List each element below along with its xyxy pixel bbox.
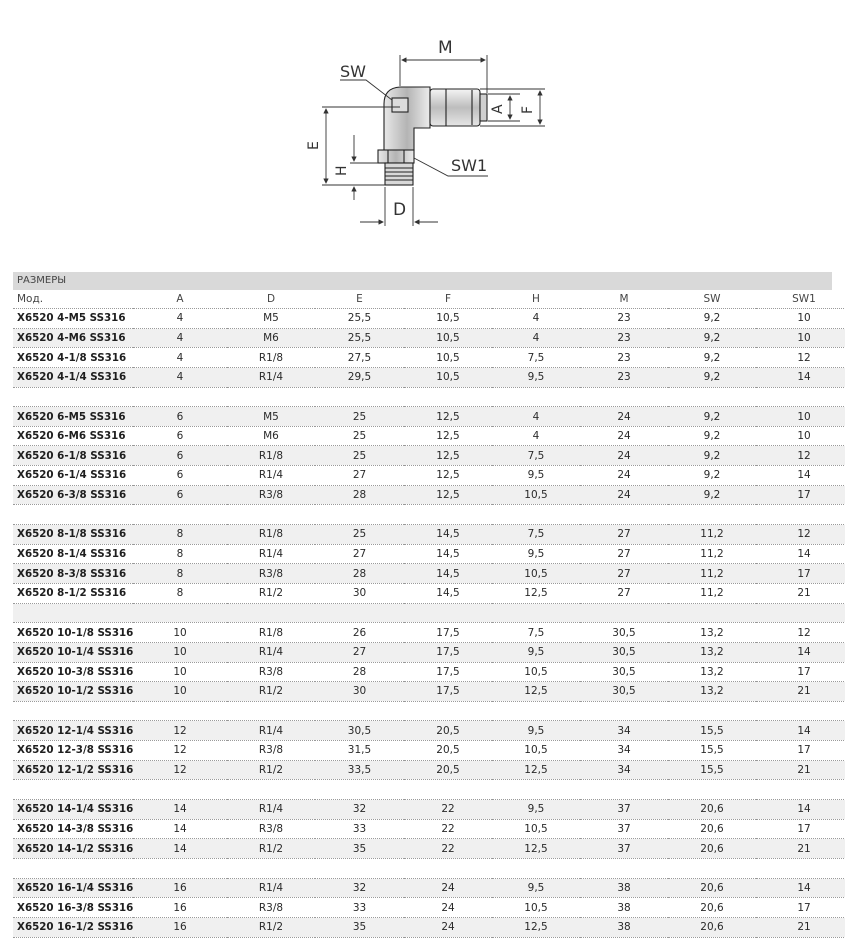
value-cell: R1/4 [227,800,315,820]
value-cell: R1/2 [227,917,315,937]
value-cell: 17 [756,564,845,584]
group-spacer-row [13,701,845,721]
value-cell: 14,5 [404,525,492,545]
value-cell: M6 [227,328,315,348]
spacer-cell [13,780,845,800]
value-cell: 30,5 [580,662,668,682]
value-cell: 14 [756,544,845,564]
value-cell: 17 [756,741,845,761]
value-cell: 21 [756,839,845,859]
table-row [13,760,845,780]
value-cell: 30 [315,583,404,603]
value-cell: 12,5 [404,426,492,446]
value-cell: 24 [580,485,668,505]
value-cell: R3/8 [227,819,315,839]
table-row [13,328,845,348]
value-cell: 21 [756,583,845,603]
value-cell: 24 [580,407,668,427]
value-cell: 10 [133,623,227,643]
model-cell: X6520 6-3/8 SS316 [13,485,133,505]
value-cell: 20,6 [668,839,756,859]
model-cell: X6520 14-1/4 SS316 [13,800,133,820]
value-cell: 20,5 [404,741,492,761]
table-row [13,407,845,427]
value-cell: R1/8 [227,623,315,643]
value-cell: 14,5 [404,583,492,603]
value-cell: 9,5 [492,544,580,564]
value-cell: 12 [756,348,845,368]
value-cell: 12 [756,446,845,466]
value-cell: 27 [580,583,668,603]
value-cell: 31,5 [315,741,404,761]
value-cell: 23 [580,348,668,368]
table-row [13,819,845,839]
model-cell: X6520 14-3/8 SS316 [13,819,133,839]
value-cell: 12,5 [404,407,492,427]
dim-label-sw: SW [340,62,366,81]
table-row [13,583,845,603]
table-row [13,309,845,329]
value-cell: 22 [404,839,492,859]
value-cell: 4 [492,309,580,329]
value-cell: 9,5 [492,878,580,898]
value-cell: 10 [756,426,845,446]
value-cell: 17 [756,898,845,918]
value-cell: 20,6 [668,819,756,839]
value-cell: 32 [315,800,404,820]
value-cell: 17 [756,662,845,682]
value-cell: R1/2 [227,760,315,780]
value-cell: 38 [580,917,668,937]
model-cell: X6520 8-3/8 SS316 [13,564,133,584]
value-cell: R1/4 [227,466,315,486]
model-cell: X6520 16-1/2 SS316 [13,917,133,937]
value-cell: 24 [580,426,668,446]
model-cell: X6520 6-1/4 SS316 [13,466,133,486]
value-cell: 16 [133,878,227,898]
value-cell: 4 [133,328,227,348]
value-cell: 23 [580,309,668,329]
value-cell: 12 [133,741,227,761]
dim-label-f: F [520,105,536,114]
spacer-cell [13,505,845,525]
value-cell: 20,6 [668,800,756,820]
value-cell: 10 [133,642,227,662]
group-spacer-row [13,858,845,878]
model-cell: X6520 16-3/8 SS316 [13,898,133,918]
model-cell: X6520 10-1/2 SS316 [13,682,133,702]
table-row [13,525,845,545]
value-cell: 17,5 [404,642,492,662]
model-cell: X6520 4-M5 SS316 [13,309,133,329]
spacer-cell [13,387,845,407]
value-cell: 14,5 [404,544,492,564]
table-row [13,682,845,702]
value-cell: 30,5 [580,682,668,702]
value-cell: 12 [133,721,227,741]
value-cell: R3/8 [227,662,315,682]
table-row [13,741,845,761]
value-cell: 9,2 [668,328,756,348]
value-cell: 6 [133,485,227,505]
value-cell: 24 [404,878,492,898]
value-cell: 15,5 [668,760,756,780]
value-cell: 6 [133,466,227,486]
table-row [13,426,845,446]
value-cell: R1/4 [227,721,315,741]
model-cell: X6520 8-1/2 SS316 [13,583,133,603]
value-cell: 11,2 [668,564,756,584]
table-row [13,878,845,898]
model-cell: X6520 6-M6 SS316 [13,426,133,446]
value-cell: 14,5 [404,564,492,584]
value-cell: 37 [580,839,668,859]
value-cell: 30,5 [315,721,404,741]
group-spacer-row [13,780,845,800]
value-cell: 14 [756,466,845,486]
value-cell: 12,5 [492,760,580,780]
value-cell: 30,5 [580,623,668,643]
value-cell: 14 [756,800,845,820]
value-cell: 29,5 [315,367,404,387]
value-cell: R1/2 [227,839,315,859]
group-spacer-row [13,505,845,525]
value-cell: 28 [315,662,404,682]
model-cell: X6520 8-1/4 SS316 [13,544,133,564]
value-cell: 10,5 [404,367,492,387]
value-cell: 4 [133,348,227,368]
table-row [13,642,845,662]
value-cell: 27 [580,544,668,564]
value-cell: 10 [756,309,845,329]
model-cell: X6520 8-1/8 SS316 [13,525,133,545]
value-cell: 25 [315,446,404,466]
value-cell: 17,5 [404,662,492,682]
value-cell: 9,5 [492,466,580,486]
model-cell: X6520 10-1/4 SS316 [13,642,133,662]
value-cell: 10,5 [492,819,580,839]
value-cell: 4 [492,426,580,446]
model-cell: X6520 6-1/8 SS316 [13,446,133,466]
table-row [13,662,845,682]
value-cell: 9,2 [668,407,756,427]
value-cell: 12,5 [492,917,580,937]
table-row [13,623,845,643]
model-cell: X6520 12-3/8 SS316 [13,741,133,761]
value-cell: 21 [756,682,845,702]
value-cell: 22 [404,819,492,839]
value-cell: 35 [315,917,404,937]
value-cell: 6 [133,407,227,427]
dimensions-table-section [13,272,832,938]
group-spacer-row [13,387,845,407]
column-header: D [227,290,315,309]
value-cell: R3/8 [227,741,315,761]
table-body [13,309,845,938]
value-cell: 27 [315,642,404,662]
value-cell: 12,5 [404,446,492,466]
dim-label-sw1: SW1 [451,156,488,175]
value-cell: 12,5 [404,466,492,486]
value-cell: 10,5 [492,741,580,761]
spacer-cell [13,701,845,721]
value-cell: 12 [133,760,227,780]
value-cell: 14 [756,367,845,387]
table-row [13,544,845,564]
value-cell: M5 [227,309,315,329]
value-cell: 7,5 [492,525,580,545]
value-cell: 14 [133,839,227,859]
model-cell: X6520 14-1/2 SS316 [13,839,133,859]
value-cell: 13,2 [668,623,756,643]
value-cell: 12,5 [492,583,580,603]
value-cell: 6 [133,446,227,466]
value-cell: R1/4 [227,642,315,662]
value-cell: M5 [227,407,315,427]
value-cell: 9,2 [668,446,756,466]
value-cell: 12,5 [404,485,492,505]
value-cell: 28 [315,485,404,505]
value-cell: 6 [133,426,227,446]
value-cell: 17,5 [404,682,492,702]
value-cell: 9,2 [668,426,756,446]
value-cell: 10 [133,682,227,702]
value-cell: 9,5 [492,721,580,741]
value-cell: 9,2 [668,309,756,329]
column-header: E [315,290,404,309]
value-cell: 11,2 [668,525,756,545]
column-header: Мод. [13,290,133,309]
value-cell: 7,5 [492,623,580,643]
value-cell: 24 [404,898,492,918]
value-cell: 8 [133,525,227,545]
value-cell: 4 [492,407,580,427]
value-cell: 33,5 [315,760,404,780]
value-cell: 12 [756,525,845,545]
model-cell: X6520 4-1/8 SS316 [13,348,133,368]
value-cell: 10,5 [492,662,580,682]
elbow-fitting-drawing [0,0,845,262]
value-cell: 12 [756,623,845,643]
table-row [13,839,845,859]
value-cell: R1/8 [227,348,315,368]
value-cell: 10,5 [404,348,492,368]
value-cell: 34 [580,760,668,780]
value-cell: 23 [580,367,668,387]
value-cell: 17,5 [404,623,492,643]
value-cell: 20,5 [404,721,492,741]
value-cell: 27 [315,544,404,564]
value-cell: 37 [580,819,668,839]
value-cell: 11,2 [668,544,756,564]
value-cell: 20,6 [668,878,756,898]
value-cell: 37 [580,800,668,820]
value-cell: 12,5 [492,682,580,702]
value-cell: 30 [315,682,404,702]
value-cell: 12,5 [492,839,580,859]
value-cell: 10,5 [492,485,580,505]
value-cell: 22 [404,800,492,820]
table-row [13,367,845,387]
value-cell: 25 [315,525,404,545]
value-cell: R1/2 [227,682,315,702]
value-cell: R1/4 [227,367,315,387]
model-cell: X6520 10-3/8 SS316 [13,662,133,682]
section-title: РАЗМЕРЫ [13,272,832,290]
table-header-row [13,290,845,309]
value-cell: R1/4 [227,544,315,564]
value-cell: 21 [756,917,845,937]
column-header: A [133,290,227,309]
dim-label-d: D [393,200,407,220]
value-cell: 14 [756,721,845,741]
dim-label-e: E [306,141,322,150]
value-cell: R1/8 [227,525,315,545]
value-cell: 27 [315,466,404,486]
value-cell: 13,2 [668,682,756,702]
column-header: F [404,290,492,309]
table-row [13,564,845,584]
value-cell: 10,5 [404,328,492,348]
value-cell: 9,2 [668,367,756,387]
value-cell: 34 [580,741,668,761]
value-cell: 32 [315,878,404,898]
value-cell: R3/8 [227,485,315,505]
value-cell: 10,5 [492,564,580,584]
value-cell: 9,2 [668,485,756,505]
table-row [13,348,845,368]
value-cell: 27 [580,525,668,545]
table-row [13,800,845,820]
table-row [13,917,845,937]
value-cell: 15,5 [668,721,756,741]
value-cell: 7,5 [492,446,580,466]
value-cell: 30,5 [580,642,668,662]
value-cell: 26 [315,623,404,643]
value-cell: R3/8 [227,564,315,584]
value-cell: 4 [492,328,580,348]
value-cell: 25,5 [315,328,404,348]
model-cell: X6520 16-1/4 SS316 [13,878,133,898]
spacer-cell [13,858,845,878]
value-cell: 38 [580,878,668,898]
value-cell: 16 [133,898,227,918]
value-cell: 23 [580,328,668,348]
value-cell: 7,5 [492,348,580,368]
value-cell: 33 [315,819,404,839]
value-cell: 17 [756,485,845,505]
value-cell: 14 [756,642,845,662]
table-row [13,721,845,741]
model-cell: X6520 6-M5 SS316 [13,407,133,427]
value-cell: 13,2 [668,662,756,682]
table-row [13,898,845,918]
model-cell: X6520 12-1/2 SS316 [13,760,133,780]
model-cell: X6520 12-1/4 SS316 [13,721,133,741]
column-header: M [580,290,668,309]
value-cell: 10 [133,662,227,682]
value-cell: 25 [315,426,404,446]
value-cell: 8 [133,544,227,564]
table-row [13,446,845,466]
value-cell: 20,6 [668,898,756,918]
fitting-diagram [0,0,845,262]
value-cell: 10 [756,407,845,427]
value-cell: 9,5 [492,367,580,387]
table-row [13,485,845,505]
model-cell: X6520 4-1/4 SS316 [13,367,133,387]
value-cell: 4 [133,367,227,387]
value-cell: 14 [756,878,845,898]
model-cell: X6520 4-M6 SS316 [13,328,133,348]
value-cell: 4 [133,309,227,329]
value-cell: 9,2 [668,466,756,486]
value-cell: R1/4 [227,878,315,898]
value-cell: R1/2 [227,583,315,603]
model-cell: X6520 10-1/8 SS316 [13,623,133,643]
value-cell: 33 [315,898,404,918]
value-cell: 15,5 [668,741,756,761]
value-cell: 14 [133,800,227,820]
value-cell: R1/8 [227,446,315,466]
column-header: SW [668,290,756,309]
value-cell: 9,5 [492,800,580,820]
value-cell: 20,6 [668,917,756,937]
table-row [13,466,845,486]
value-cell: 14 [133,819,227,839]
value-cell: 35 [315,839,404,859]
dimensions-table [13,290,845,938]
value-cell: 8 [133,583,227,603]
value-cell: 10,5 [404,309,492,329]
value-cell: 16 [133,917,227,937]
value-cell: 21 [756,760,845,780]
value-cell: 38 [580,898,668,918]
dim-label-h: H [334,165,350,176]
value-cell: 25,5 [315,309,404,329]
dim-label-m: M [438,38,453,58]
value-cell: 27 [580,564,668,584]
column-header: SW1 [756,290,845,309]
value-cell: 24 [404,917,492,937]
value-cell: 10 [756,328,845,348]
value-cell: 9,2 [668,348,756,368]
dim-label-a: A [490,104,506,114]
value-cell: 28 [315,564,404,584]
value-cell: 25 [315,407,404,427]
value-cell: 8 [133,564,227,584]
group-spacer-row [13,603,845,623]
value-cell: 10,5 [492,898,580,918]
value-cell: 13,2 [668,642,756,662]
value-cell: 34 [580,721,668,741]
value-cell: R3/8 [227,898,315,918]
spacer-cell [13,603,845,623]
value-cell: 27,5 [315,348,404,368]
value-cell: 17 [756,819,845,839]
value-cell: M6 [227,426,315,446]
value-cell: 24 [580,446,668,466]
value-cell: 20,5 [404,760,492,780]
value-cell: 9,5 [492,642,580,662]
value-cell: 24 [580,466,668,486]
value-cell: 11,2 [668,583,756,603]
column-header: H [492,290,580,309]
